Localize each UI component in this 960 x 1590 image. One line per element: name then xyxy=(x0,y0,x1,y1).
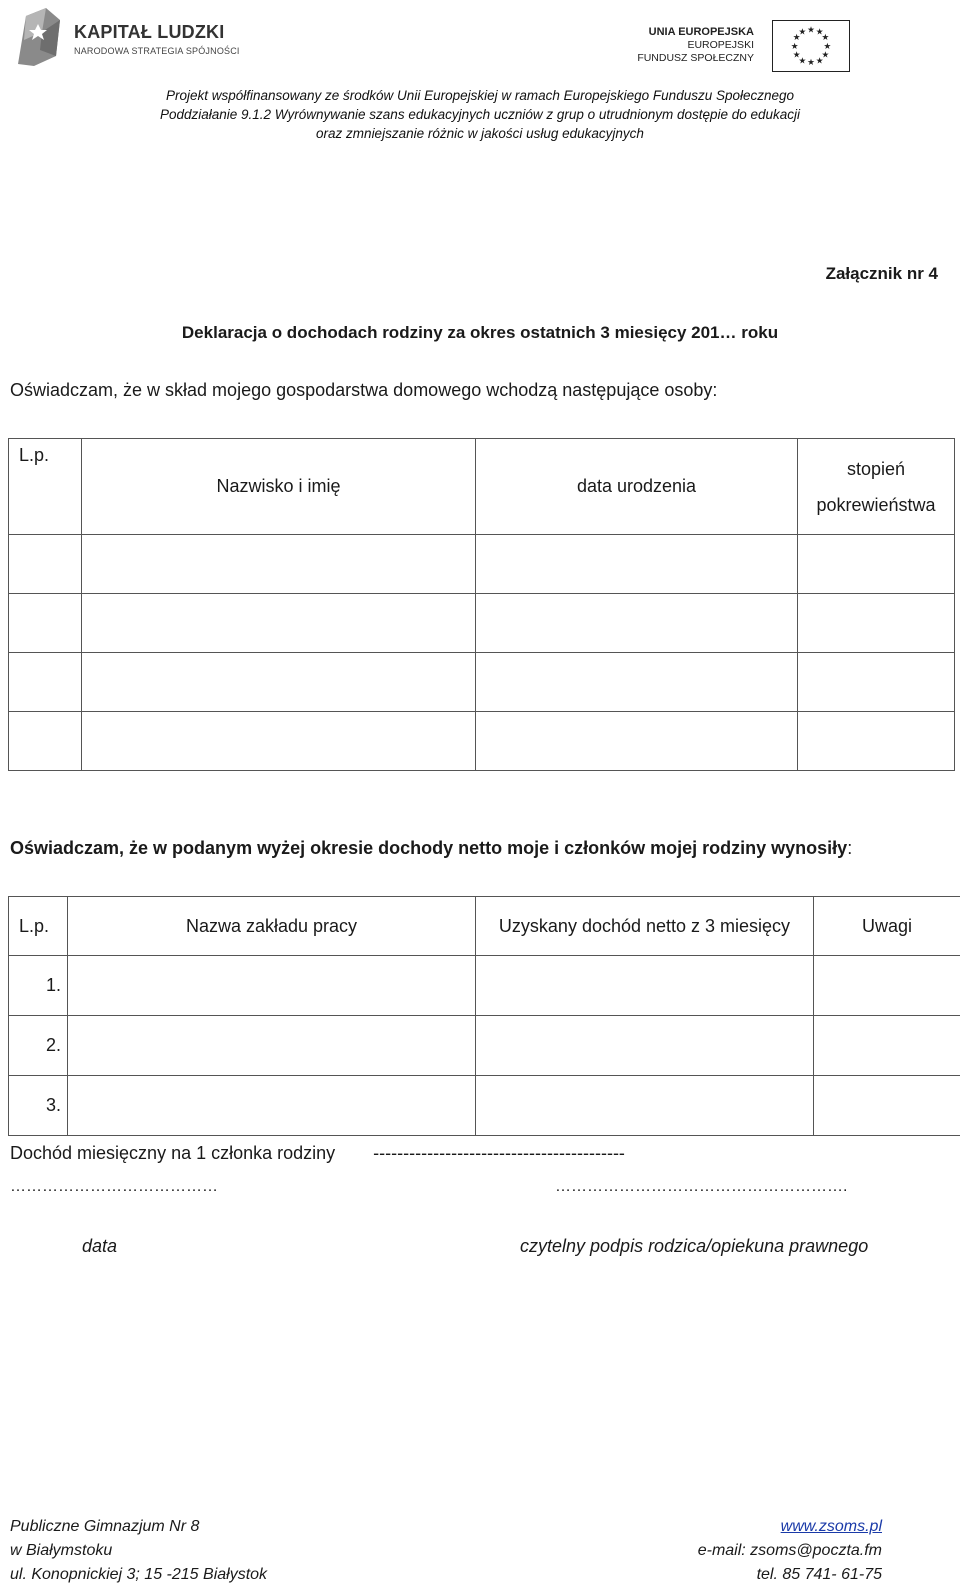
project-line-1: Projekt współfinansowany ze środków Unii Europejskiej w ramach Europejskiego Funduszu Społecznego xyxy=(165,88,795,103)
row-2-lp[interactable] xyxy=(9,594,82,653)
svg-text:★: ★ xyxy=(815,27,824,38)
table-row xyxy=(9,594,955,653)
income-header-employer: Nazwa zakładu pracy xyxy=(68,897,476,956)
footer-school-name: Publiczne Gimnazjum Nr 8 xyxy=(10,1518,200,1535)
project-line-3: oraz zmniejszanie różnic w jakości usług edukacyjnych xyxy=(316,126,644,141)
eu-flag-icon xyxy=(772,20,850,72)
income-table xyxy=(8,896,960,1136)
income-row-1-employer[interactable] xyxy=(68,956,476,1016)
household-table xyxy=(8,438,955,771)
project-line-2: Poddziałanie 9.1.2 Wyrównywanie szans edukacyjnych uczniów z grup o utrudnionym dostępie do edukacji xyxy=(159,107,801,122)
svg-text:★: ★ xyxy=(807,58,815,69)
eu-logo-line1: UNIA EUROPEJSKA xyxy=(648,26,754,38)
income-header-net-income: Uzyskany dochód netto z 3 miesięcy xyxy=(476,897,814,956)
signature-label: czytelny podpis rodzica/opiekuna prawnego xyxy=(520,1236,869,1256)
declaration-title: Deklaracja o dochodach rodziny za okres ostatnich 3 miesięcy 201… roku xyxy=(181,323,779,342)
eu-logo-line3: FUNDUSZ SPOŁECZNY xyxy=(637,52,754,64)
kapital-ludzki-logo xyxy=(16,6,256,70)
eu-logo xyxy=(637,20,850,76)
header-name: Nazwisko i imię xyxy=(82,439,476,535)
table-row xyxy=(9,1016,960,1076)
row-3-birth-date[interactable] xyxy=(476,653,798,712)
income-statement xyxy=(10,838,852,859)
eu-logo-line2: EUROPEJSKI xyxy=(687,39,754,51)
svg-text:★: ★ xyxy=(807,25,815,36)
footer-contact-info xyxy=(698,1515,882,1587)
svg-text:★: ★ xyxy=(792,33,801,44)
income-row-3-employer[interactable] xyxy=(68,1076,476,1136)
header-relationship-line1: stopień xyxy=(846,458,906,479)
row-4-relationship[interactable] xyxy=(798,712,955,771)
svg-text:★: ★ xyxy=(821,50,830,61)
row-1-birth-date[interactable] xyxy=(476,535,798,594)
row-3-lp[interactable] xyxy=(9,653,82,712)
income-row-1-net-income[interactable] xyxy=(476,956,814,1016)
svg-text:★: ★ xyxy=(798,56,807,67)
table-row xyxy=(9,653,955,712)
header-lp: L.p. xyxy=(9,439,82,535)
table-row xyxy=(9,956,960,1016)
header-relationship xyxy=(798,439,955,535)
income-row-3-notes[interactable] xyxy=(814,1076,960,1136)
footer-city: w Białymstoku xyxy=(10,1542,113,1559)
household-statement: Oświadczam, że w skład mojego gospodarstwa domowego wchodzą następujące osoby: xyxy=(10,380,718,400)
footer-school-info xyxy=(10,1515,267,1587)
monthly-income xyxy=(10,1143,625,1164)
kapital-ludzki-title: KAPITAŁ LUDZKI xyxy=(74,22,225,42)
income-statement-text: Oświadczam, że w podanym wyżej okresie dochody netto moje i członków mojej rodziny wynosiły xyxy=(10,838,848,858)
row-3-relationship[interactable] xyxy=(798,653,955,712)
income-row-2-lp: 2. xyxy=(9,1016,68,1076)
footer-address: ul. Konopnickiej 3; 15 -215 Białystok xyxy=(10,1566,268,1583)
table-row xyxy=(9,1076,960,1136)
row-2-name[interactable] xyxy=(82,594,476,653)
row-2-birth-date[interactable] xyxy=(476,594,798,653)
income-row-1-notes[interactable] xyxy=(814,956,960,1016)
svg-text:★: ★ xyxy=(821,33,830,44)
kapital-ludzki-subtitle: NARODOWA STRATEGIA SPÓJNOŚCI xyxy=(74,46,240,56)
monthly-income-field[interactable]: ------------------------------------------ xyxy=(373,1143,625,1163)
income-row-2-net-income[interactable] xyxy=(476,1016,814,1076)
table-row xyxy=(9,712,955,771)
row-1-lp[interactable] xyxy=(9,535,82,594)
income-row-2-employer[interactable] xyxy=(68,1016,476,1076)
income-row-1-lp: 1. xyxy=(9,956,68,1016)
eu-logo-text xyxy=(637,26,754,65)
monthly-income-label: Dochód miesięczny na 1 członka rodziny xyxy=(10,1143,336,1163)
svg-text:★: ★ xyxy=(798,27,807,38)
header-relationship-line2: pokrewieństwa xyxy=(816,494,936,515)
income-row-2-notes[interactable] xyxy=(814,1016,960,1076)
svg-text:★: ★ xyxy=(790,41,799,52)
row-4-lp[interactable] xyxy=(9,712,82,771)
row-3-name[interactable] xyxy=(82,653,476,712)
svg-text:★: ★ xyxy=(815,56,824,67)
row-2-relationship[interactable] xyxy=(798,594,955,653)
row-4-name[interactable] xyxy=(82,712,476,771)
row-1-name[interactable] xyxy=(82,535,476,594)
row-1-relationship[interactable] xyxy=(798,535,955,594)
income-header-notes: Uwagi xyxy=(814,897,960,956)
footer-email: e-mail: zsoms@poczta.fm xyxy=(697,1542,882,1559)
annex-label: Załącznik nr 4 xyxy=(825,264,938,283)
footer-website-link[interactable]: www.zsoms.pl xyxy=(780,1518,882,1535)
date-label: data xyxy=(82,1236,118,1256)
income-statement-colon: : xyxy=(847,838,853,858)
date-field[interactable]: ………………………………… xyxy=(10,1178,218,1195)
signature-field[interactable]: ………………………………………………. xyxy=(555,1178,848,1195)
row-4-birth-date[interactable] xyxy=(476,712,798,771)
income-header-lp: L.p. xyxy=(9,897,68,956)
income-row-3-net-income[interactable] xyxy=(476,1076,814,1136)
table-row xyxy=(9,535,955,594)
svg-text:★: ★ xyxy=(792,50,801,61)
footer-phone: tel. 85 741- 61-75 xyxy=(756,1566,882,1583)
svg-text:★: ★ xyxy=(823,41,832,52)
kapital-ludzki-emblem-icon xyxy=(16,6,62,68)
header-birth-date: data urodzenia xyxy=(476,439,798,535)
household-table-header xyxy=(9,439,955,535)
income-row-3-lp: 3. xyxy=(9,1076,68,1136)
income-table-header xyxy=(9,897,960,956)
